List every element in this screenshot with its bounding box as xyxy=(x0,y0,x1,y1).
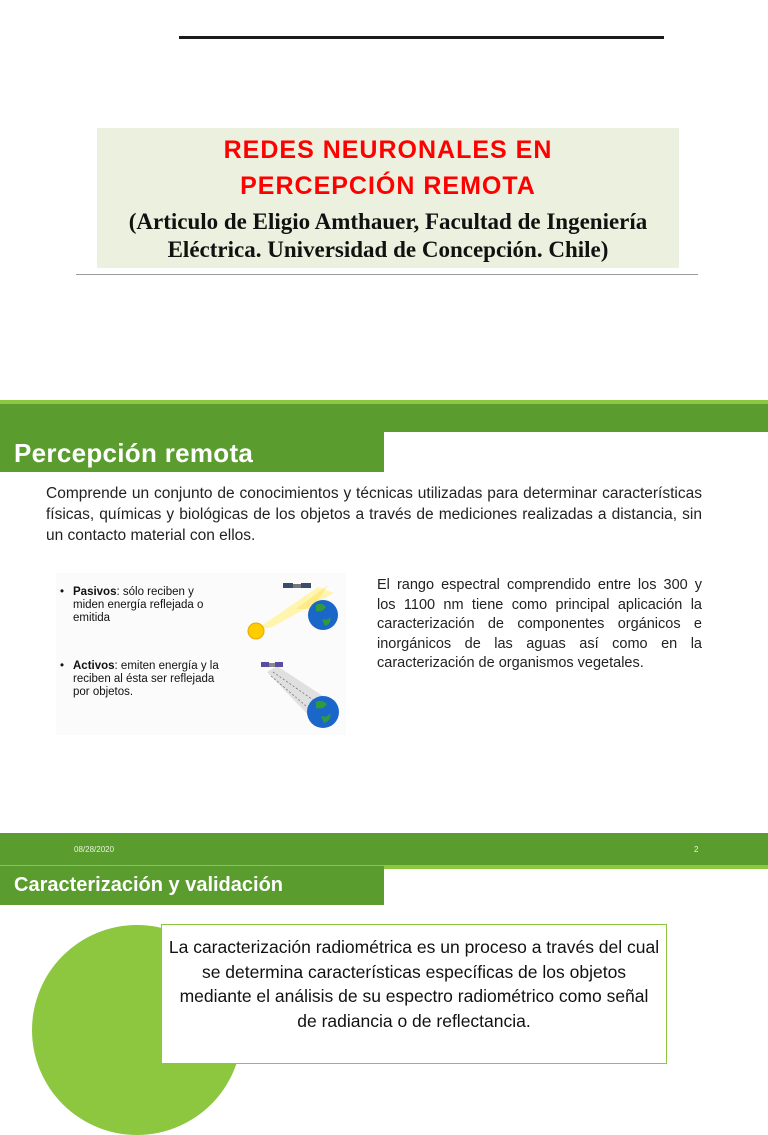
slide2-spectral-paragraph: El rango espectral comprendido entre los 300 y los 1100 nm tiene como principal aplicación la caracterización de componentes orgánicos e inorgánicos de las aguas así como en la caracterización de organismos vegetales. xyxy=(377,577,702,671)
footer-page-number: 2 xyxy=(694,845,699,854)
slide-subtitle xyxy=(97,208,679,264)
slide2-intro-paragraph: Comprende un conjunto de conocimientos y técnicas utilizadas para determinar características físicas, químicas y biológicas de los objetos a través de mediciones realizadas a distancia, sin un contacto material con ellos. xyxy=(46,485,702,544)
pasivos-label: Pasivos xyxy=(73,586,117,598)
globe-icon xyxy=(307,696,339,728)
slide-title-line-2: PERCEPCIÓN REMOTA xyxy=(240,172,536,200)
slide-subtitle-line-2: Eléctrica. Universidad de Concepción. Chile) xyxy=(167,237,609,262)
slide3-text-box xyxy=(161,924,667,1064)
slide2-footer-bar xyxy=(0,833,768,865)
bullet-activos: • Activos: emiten energía y la reciben al ésta ser reflejada por objetos. xyxy=(60,660,219,698)
satellite-icon xyxy=(283,583,311,588)
sun-icon xyxy=(248,623,264,639)
globe-icon xyxy=(308,600,338,630)
header-rule xyxy=(179,36,664,39)
bullet-pasivos: • Pasivos: sólo reciben y miden energía reflejada o emitida xyxy=(60,586,204,624)
slide-title-line-1: REDES NEURONALES EN xyxy=(223,136,553,164)
slide-title xyxy=(97,132,679,204)
pasivos-text: : sólo reciben y miden energía reflejada o emitida xyxy=(73,586,204,624)
slide2-top-bar xyxy=(0,400,768,432)
satellite-icon xyxy=(261,662,283,667)
activos-text: : emiten energía y la reciben al ésta ser reflejada por objetos. xyxy=(73,660,219,698)
title-divider xyxy=(76,274,698,275)
slide2-heading: Percepción remota xyxy=(0,432,384,472)
sensor-types-figure xyxy=(56,573,346,735)
activos-label: Activos xyxy=(73,660,115,672)
slide3-paragraph: La caracterización radiométrica es un proceso a través del cual se determina características específicas de los objetos mediante el análisis de su espectro radiométrico como señal de radiancia o de reflectancia. xyxy=(168,937,660,1031)
passive-sensing-illustration xyxy=(236,575,346,647)
slide3-heading: Caracterización y validación xyxy=(0,866,384,905)
footer-date: 08/28/2020 xyxy=(74,845,115,854)
slide-subtitle-line-1: (Articulo de Eligio Amthauer, Facultad de Ingeniería xyxy=(128,209,648,234)
title-box xyxy=(97,128,679,268)
active-sensing-illustration xyxy=(251,658,346,733)
